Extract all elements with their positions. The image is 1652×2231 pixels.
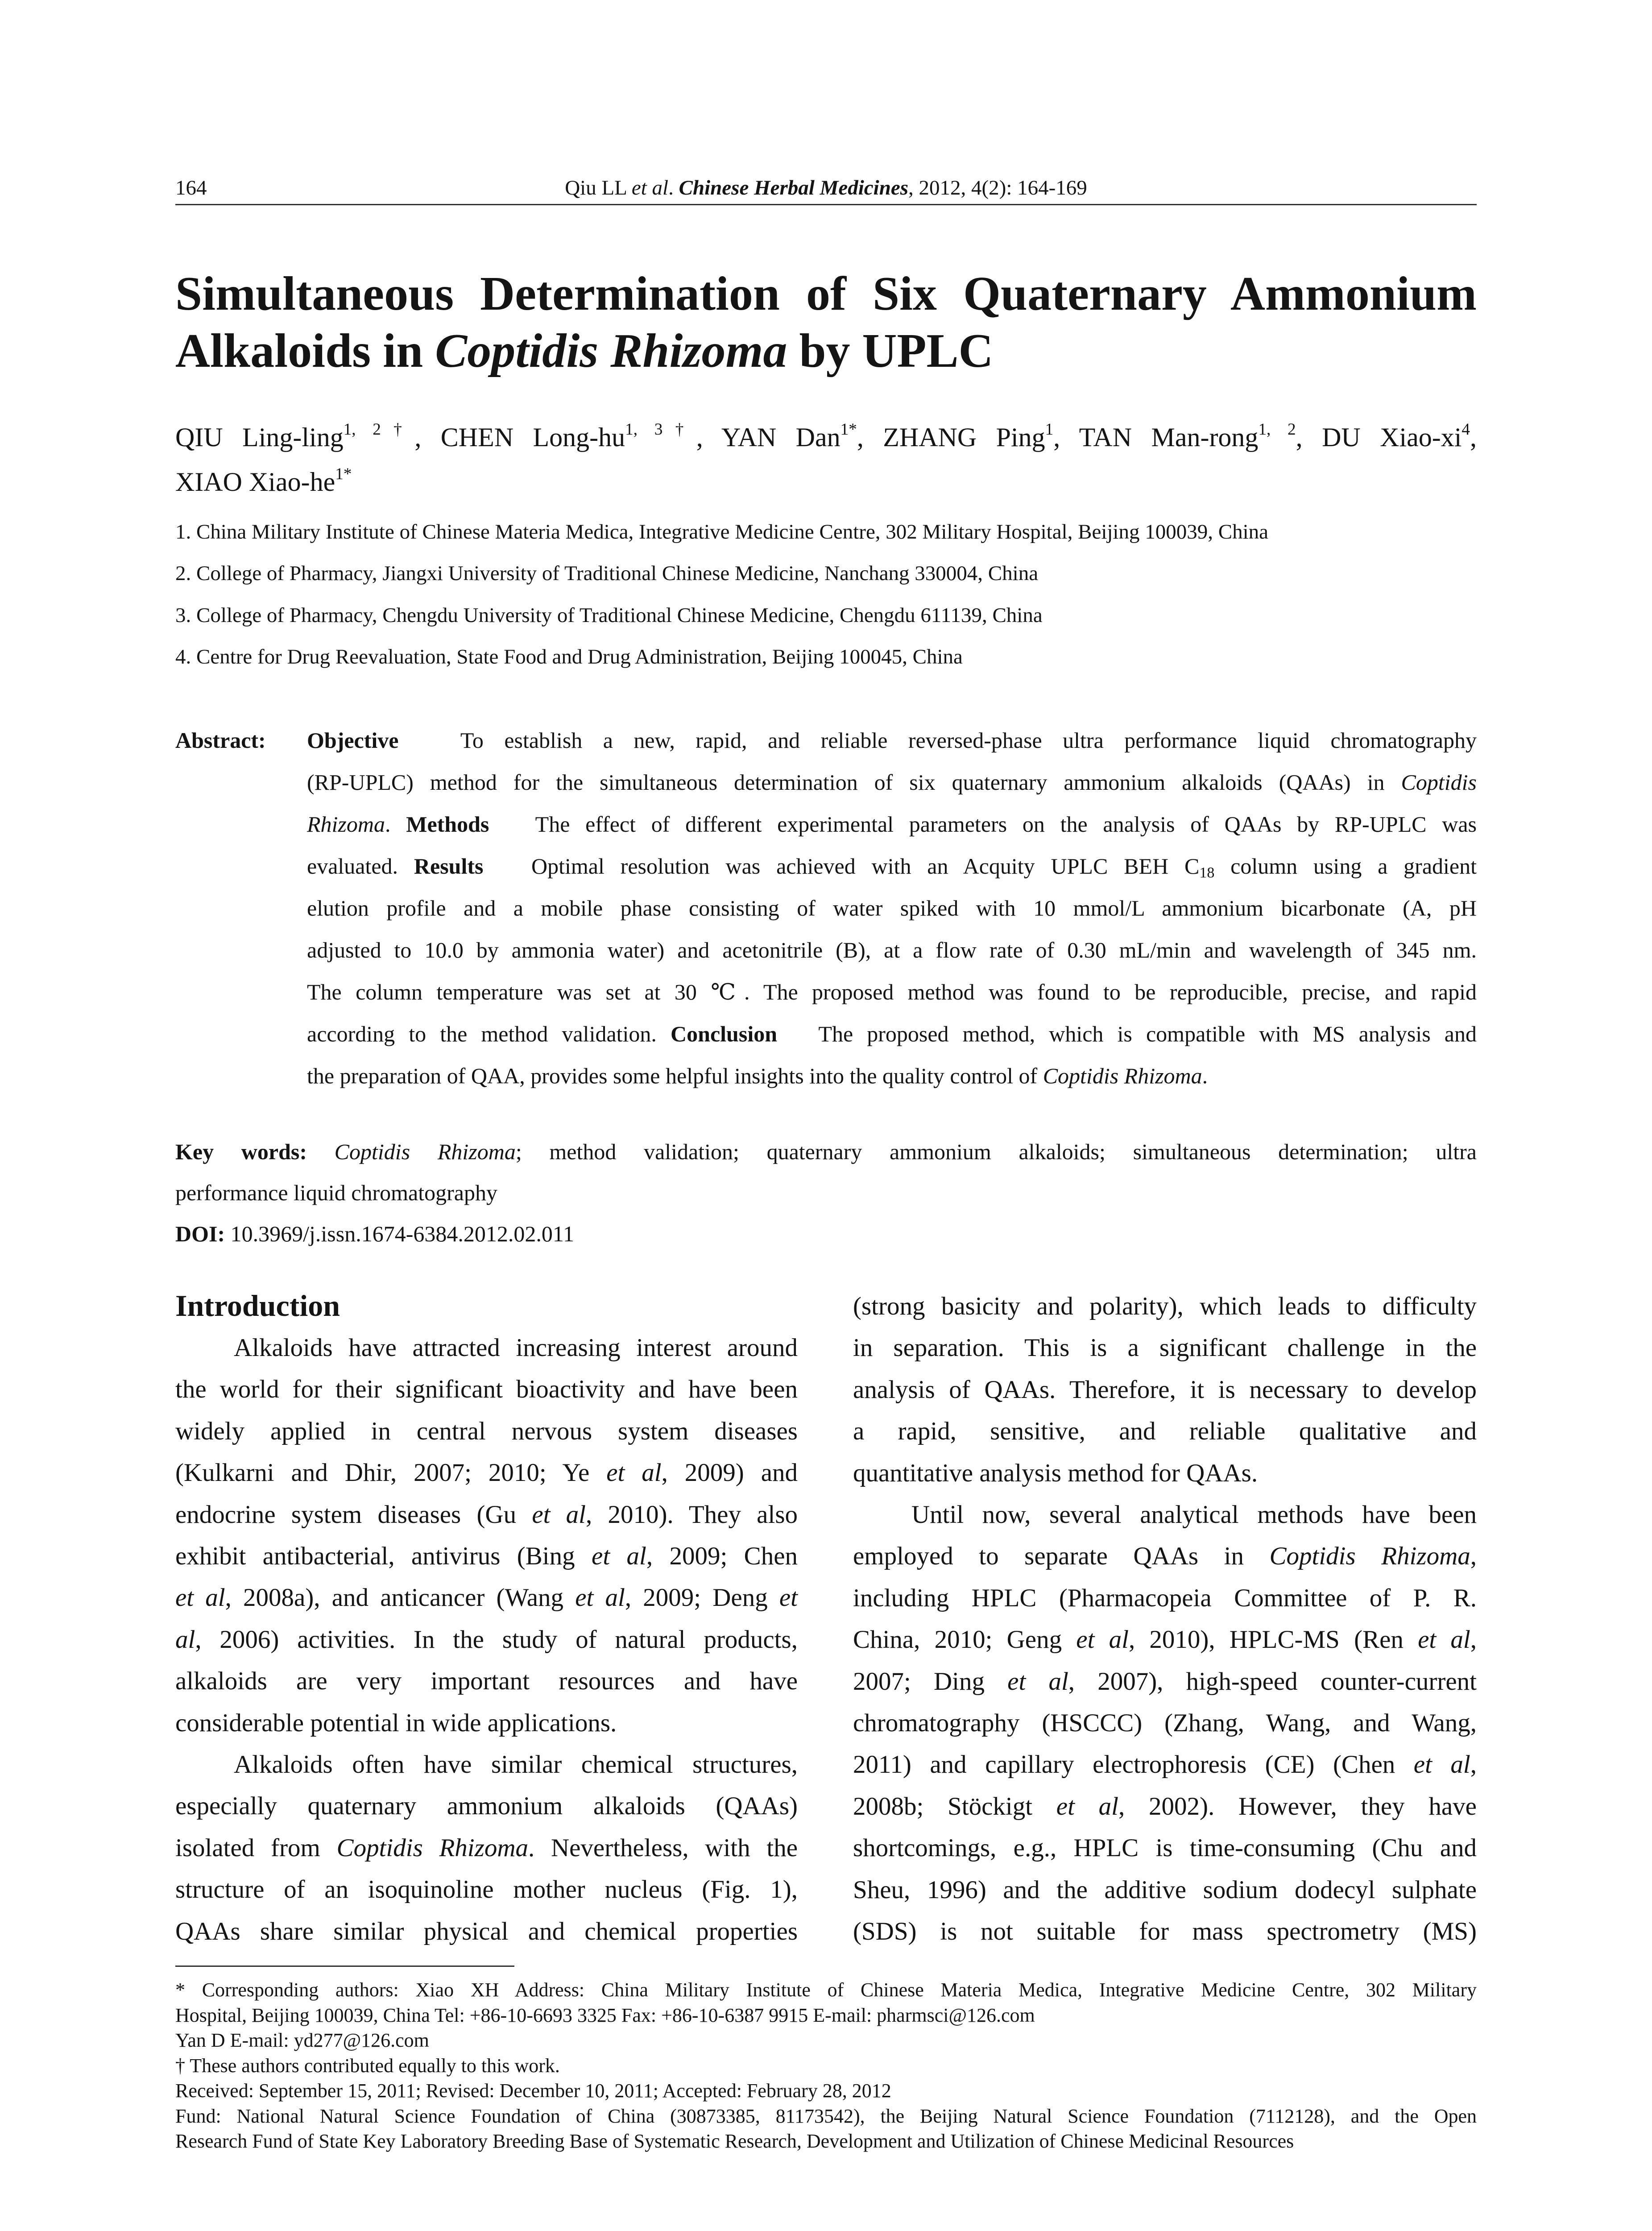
journal-citation: Qiu LL et al. Chinese Herbal Medicines, 2012, 4(2): 164-169	[565, 176, 1087, 199]
abstract-label: Abstract:	[175, 728, 266, 753]
author-list: QIU Ling-ling$^{1, 2\dagger}$, CHEN Long-$hu^{1, 3\dagger}$, YAN Dan$^{1*}$, ZHANG Ping$^1$, TAN Man-rong$^{1, 2}$, DU Xiao-$xi^4$, XIAO Xiao-$he^{1*}$	[175, 420, 1477, 497]
footnotes: * Corresponding authors: Xiao XH Address: China Military Institute of Chinese Materia Medica, Integrative Medicine Centre, 302 Military Hospital, Beijing 100039, China Tel: +86-10-6693 3325 Fax: +86-10-6387 9915 E-mail: pharmsci@126.com Yan D E-mail: yd277@126.com † These authors contributed equally to this work. Received: September 15, 2011; Revised: December 10, 2011; Accepted: February 28, 2012 Fund: National Natural Science Foundation of China (30873385, 81173542), the Beijing Natural Science Foundation (7112128), and the Open Research Fund of State Key Laboratory Breeding Base of Systematic Research, Development and Utilization of Chinese Medicinal Resources	[175, 1979, 1477, 2152]
abstract-body: Objective To establish a new, rapid, and reliable reversed-phase ultra performance liquid chromatography (RP-UPLC) method for the simultaneous determination of six quaternary ammonium alkaloids (QAAs) in Coptidis Rhizoma. Methods The effect of different experimental parameters on the analysis of QAAs by RP-UPLC was evaluated. Results Optimal resolution was achieved with an Acquity UPLC BEH $C_{18}$ column using a gradient elution profile and a mobile phase consisting of water spiked with 10 mmol/L ammonium bicarbonate (A, pH adjusted to 10.0 by ammonia water) and acetonitrile (B), at a flow rate of 0.30 mL/min and wavelength of 345 nm. The column temperature was set at 30 ℃. The proposed method was found to be reproducible, precise, and rapid according to the method validation. Conclusion The proposed method, which is compatible with MS analysis and the preparation of QAA, provides some helpful insights into the quality control of Coptidis Rhizoma.	[307, 728, 1477, 1088]
doi: DOI: 10.3969/j.issn.1674-6384.2012.02.011	[175, 1221, 574, 1246]
footnote-rule	[175, 1966, 514, 1967]
keywords: Key words: Coptidis Rhizoma; method validation; quaternary ammonium alkaloids; simultaneous determination; ultra performance liquid chromatography DOI: 10.3969/j.issn.1674-6384.2012.02.011	[175, 1131, 1477, 1254]
affiliation-1: 1. China Military Institute of Chinese Materia Medica, Integrative Medicine Centre, 302 Military Hospital, Beijing 100039, China	[175, 520, 1269, 543]
header-rule	[175, 204, 1477, 205]
section-heading-introduction: Introduction	[175, 1289, 340, 1323]
page-number: 164	[175, 176, 207, 199]
intro-right-column: (strong basicity and polarity), which leads to difficulty in separation. This is a significant challenge in the analysis of QAAs. Therefore, it is necessary to develop a rapid, sensitive, and reliable qualitative and quantitative analysis method for QAAs. Until now, several analytical methods have been employed to separate QAAs in Coptidis Rhizoma, including HPLC (Pharmacopeia Committee of P. R. China, 2010; Geng et al, 2010), HPLC-MS (Ren et al, 2007; Ding et al, 2007), high-speed counter-current chromatography (HSCCC) (Zhang, Wang, and Wang, 2011) and capillary electrophoresis (CE) (Chen et al, 2008b; Stöckigt et al, 2002). However, they have shortcomings, e.g., HPLC is time-consuming (Chu and Sheu, 1996) and the additive sodium dodecyl sulphate (SDS) is not suitable for mass spectrometry (MS)	[853, 1292, 1477, 1946]
affiliation-4: 4. Centre for Drug Reevaluation, State Food and Drug Administration, Beijing 100045, China	[175, 645, 963, 668]
affiliation-3: 3. College of Pharmacy, Chengdu University of Traditional Chinese Medicine, Chengdu 611139, China	[175, 604, 1043, 627]
affiliation-2: 2. College of Pharmacy, Jiangxi University of Traditional Chinese Medicine, Nanchang 330004, China	[175, 562, 1039, 585]
running-header	[175, 171, 1477, 205]
article-title: Simultaneous Determination of Six Quaternary Ammonium Alkaloids in Coptidis Rhizoma by UPLC	[175, 267, 1477, 377]
intro-left-column: Alkaloids have attracted increasing interest around the world for their significant bioactivity and have been widely applied in central nervous system diseases (Kulkarni and Dhir, 2007; 2010; Ye et al, 2009) and endocrine system diseases (Gu et al, 2010). They also exhibit antibacterial, antivirus (Bing et al, 2009; Chen et al, 2008a), and anticancer (Wang et al, 2009; Deng et al, 2006) activities. In the study of natural products, alkaloids are very important resources and have considerable potential in wide applications. Alkaloids often have similar chemical structures, especially quaternary ammonium alkaloids (QAAs) isolated from Coptidis Rhizoma. Nevertheless, with the structure of an isoquinoline mother nucleus (Fig. 1), QAAs share similar physical and chemical properties	[175, 1334, 798, 1945]
